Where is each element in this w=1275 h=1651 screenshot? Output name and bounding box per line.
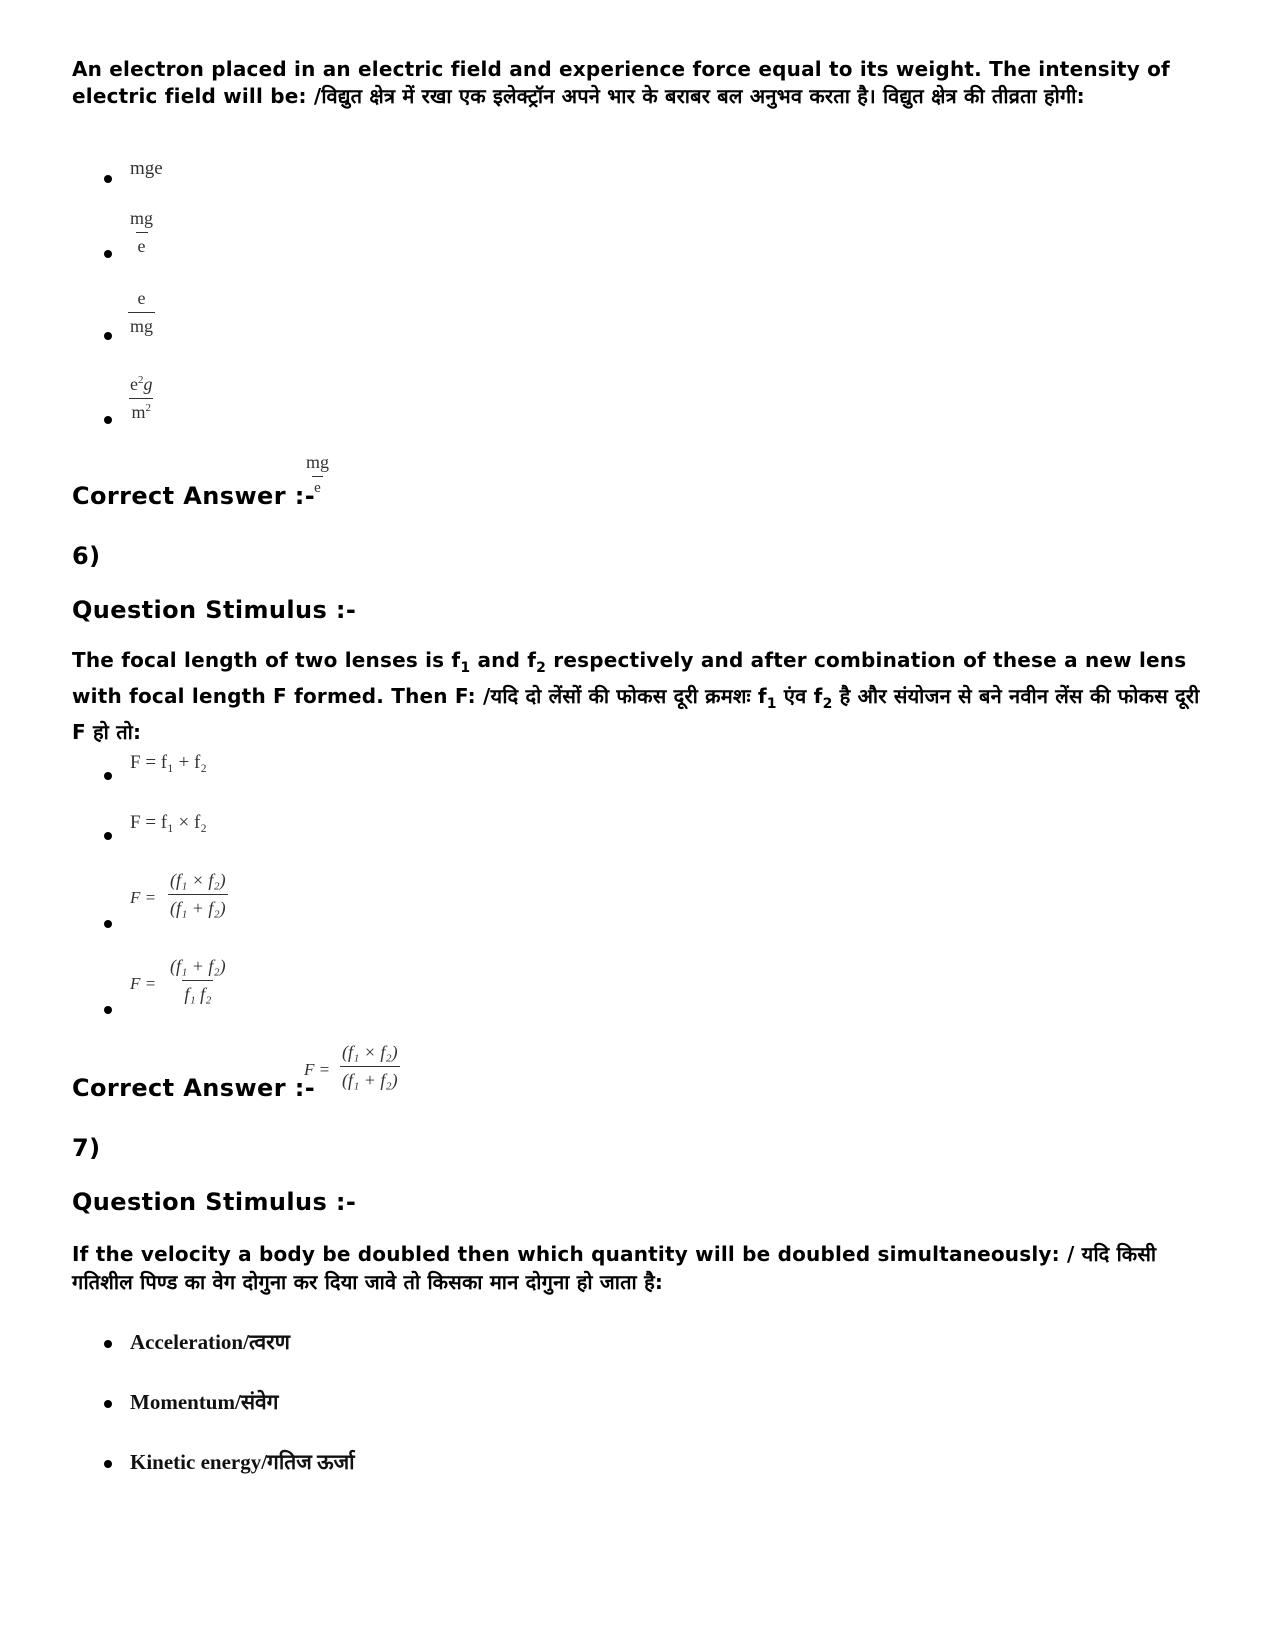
option-5a[interactable]: mge (72, 158, 472, 188)
bullet-icon (104, 832, 112, 840)
option-7c[interactable]: Kinetic energy/गतिज ऊर्जा (72, 1448, 572, 1478)
option-6b[interactable]: F = f₁ × f₂ (72, 812, 472, 842)
question-stimulus-label: Question Stimulus :- (72, 596, 357, 624)
option-5d[interactable] (72, 374, 472, 430)
bullet-icon (104, 416, 112, 424)
fraction: $\frac{e}{mg}$ (130, 288, 154, 336)
option-6d[interactable]: F = $\frac{\text{(f₁ + f₂)}}{\text{f₁ f₂}}$ (72, 956, 472, 1016)
answer-fraction: mg e (306, 452, 330, 496)
option-6a[interactable]: F = f₁ + f₂ (72, 752, 472, 782)
option-7a[interactable]: Acceleration/त्वरण (72, 1328, 572, 1358)
question-stimulus-label: Question Stimulus :- (72, 1188, 357, 1216)
question-number: 7) (72, 1134, 101, 1162)
answer-fraction: $\frac{\text{(f₁ × f₂)}}{\text{(f₁ + f₂)}}$ (342, 1042, 398, 1090)
question-7-text: If the velocity a body be doubled then which quantity will be doubled simultaneously: / यदि किसी गतिशील पिण्ड का वेग दोगुना कर दिया जावे तो किसका मान दोगुना हो जाता है: (72, 1242, 1157, 1294)
bullet-icon (104, 1006, 112, 1014)
option-5c[interactable] (72, 288, 472, 344)
fraction: $\frac{e^2g}{m^2}$ (130, 374, 153, 422)
option-7b[interactable]: Momentum/संवेग (72, 1388, 572, 1418)
bullet-icon (104, 250, 112, 258)
question-5-answer: Correct Answer :- mg e (72, 452, 330, 510)
fraction: $\frac{\text{(f₁ × f₂)}}{\text{(f₁ + f₂)}}$ (170, 870, 226, 918)
fraction: $\frac{\text{(f₁ + f₂)}}{\text{f₁ f₂}}$ (170, 956, 226, 1004)
question-6-text: The focal length of two lenses is $f_1$ and $f_2$ respectively and after combination of these a new lens with focal length F formed. Then F: /यदि दो लेंसों की फोकस दूरी क्रमशः $f_1$ एंव $f_2$ है और संयोजन से बने नवीन लेंस की फोकस दूरी F हो तो: (72, 648, 1200, 744)
bullet-icon (104, 1340, 112, 1348)
question-number: 6) (72, 542, 101, 570)
option-5b[interactable] (72, 208, 472, 264)
bullet-icon (104, 920, 112, 928)
question-5-text: An electron placed in an electric field and experience force equal to its weight. The intensity of electric field will be: /विद्युत क्षेत्र में रखा एक इलेक्ट्रॉन अपने भार के बराबर बल अनुभव करता है। विद्युत क्षेत्र की तीव्रता होगी: (72, 57, 1170, 108)
bullet-icon (104, 175, 112, 183)
question-6-answer: Correct Answer :- F = $\frac{\text{(f₁ × f₂)}}{\text{(f₁ + f₂)}}$ (72, 1042, 398, 1102)
bullet-icon (104, 772, 112, 780)
fraction: $\frac{mg}{e}$ (130, 208, 154, 256)
bullet-icon (104, 1400, 112, 1408)
option-6c[interactable]: F = $\frac{\text{(f₁ × f₂)}}{\text{(f₁ + f₂)}}$ (72, 870, 472, 930)
bullet-icon (104, 1460, 112, 1468)
bullet-icon (104, 332, 112, 340)
